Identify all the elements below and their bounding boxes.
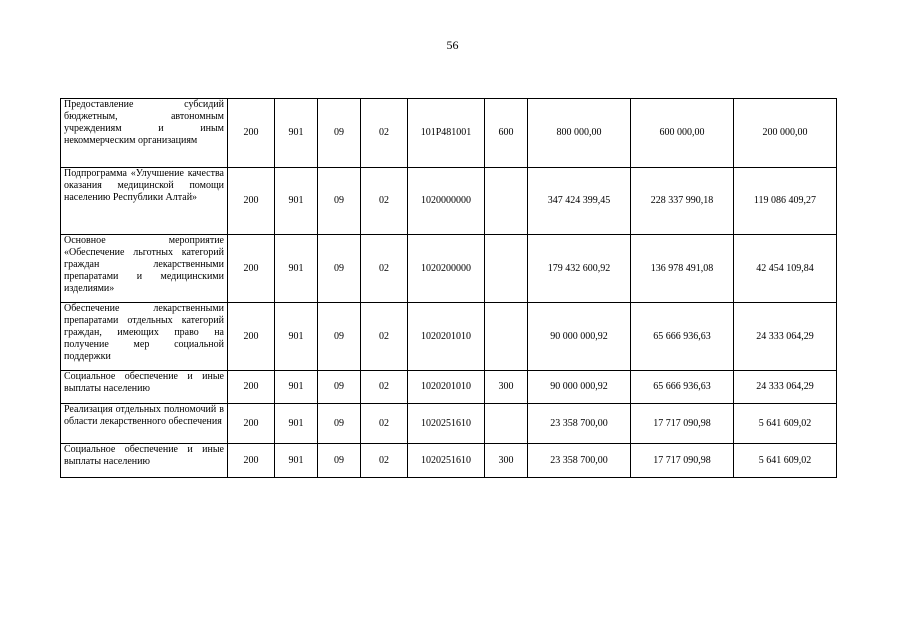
amount-total-cell: 800 000,00 — [528, 99, 631, 168]
amount-regional-cell: 42 454 109,84 — [734, 235, 837, 303]
code-cell: 901 — [275, 371, 318, 404]
ministry-cell: 200 — [228, 444, 275, 478]
target-article-cell: 1020201010 — [408, 303, 485, 371]
row-name-cell: Социальное обеспечение и иные выплаты населению — [61, 444, 228, 478]
amount-total-cell: 347 424 399,45 — [528, 168, 631, 235]
amount-regional-cell: 119 086 409,27 — [734, 168, 837, 235]
subsection-cell: 02 — [361, 168, 408, 235]
subsection-cell: 02 — [361, 444, 408, 478]
expense-type-cell: 600 — [485, 99, 528, 168]
section-cell: 09 — [318, 444, 361, 478]
amount-total-cell: 179 432 600,92 — [528, 235, 631, 303]
code-cell: 901 — [275, 404, 318, 444]
amount-regional-cell: 200 000,00 — [734, 99, 837, 168]
code-cell: 901 — [275, 99, 318, 168]
amount-total-cell: 23 358 700,00 — [528, 444, 631, 478]
target-article-cell: 1020200000 — [408, 235, 485, 303]
table-row — [61, 444, 837, 478]
ministry-cell: 200 — [228, 303, 275, 371]
amount-federal-cell: 136 978 491,08 — [631, 235, 734, 303]
row-name-cell: Предоставление субсидий бюджетным, автономным учреждениям и иным некоммерческим организациям — [61, 99, 228, 168]
amount-federal-cell: 65 666 936,63 — [631, 303, 734, 371]
section-cell: 09 — [318, 371, 361, 404]
amount-total-cell: 90 000 000,92 — [528, 303, 631, 371]
subsection-cell: 02 — [361, 99, 408, 168]
subsection-cell: 02 — [361, 303, 408, 371]
amount-federal-cell: 65 666 936,63 — [631, 371, 734, 404]
amount-regional-cell: 24 333 064,29 — [734, 371, 837, 404]
table-row — [61, 168, 837, 235]
ministry-cell: 200 — [228, 235, 275, 303]
amount-federal-cell: 228 337 990,18 — [631, 168, 734, 235]
expense-type-cell: 300 — [485, 371, 528, 404]
code-cell: 901 — [275, 303, 318, 371]
section-cell: 09 — [318, 235, 361, 303]
target-article-cell: 1020201010 — [408, 371, 485, 404]
row-name-cell: Обеспечение лекарственными препаратами отдельных категорий граждан, имеющих право на получение мер социальной поддержки — [61, 303, 228, 371]
table-row — [61, 235, 837, 303]
target-article-cell: 1020251610 — [408, 404, 485, 444]
expense-type-cell — [485, 404, 528, 444]
ministry-cell: 200 — [228, 404, 275, 444]
amount-regional-cell: 5 641 609,02 — [734, 444, 837, 478]
section-cell: 09 — [318, 404, 361, 444]
row-name-cell: Реализация отдельных полномочий в области лекарственного обеспечения — [61, 404, 228, 444]
amount-federal-cell: 17 717 090,98 — [631, 444, 734, 478]
amount-total-cell: 23 358 700,00 — [528, 404, 631, 444]
subsection-cell: 02 — [361, 371, 408, 404]
section-cell: 09 — [318, 168, 361, 235]
code-cell: 901 — [275, 235, 318, 303]
subsection-cell: 02 — [361, 235, 408, 303]
code-cell: 901 — [275, 168, 318, 235]
ministry-cell: 200 — [228, 371, 275, 404]
subsection-cell: 02 — [361, 404, 408, 444]
expense-type-cell — [485, 303, 528, 371]
ministry-cell: 200 — [228, 99, 275, 168]
table-row — [61, 404, 837, 444]
page-number: 56 — [446, 38, 459, 52]
target-article-cell: 1020000000 — [408, 168, 485, 235]
amount-regional-cell: 5 641 609,02 — [734, 404, 837, 444]
amount-total-cell: 90 000 000,92 — [528, 371, 631, 404]
row-name-cell: Социальное обеспечение и иные выплаты населению — [61, 371, 228, 404]
section-cell: 09 — [318, 99, 361, 168]
row-name-cell: Основное мероприятие «Обеспечение льготных категорий граждан лекарственными препаратами и медицинскими изделиями» — [61, 235, 228, 303]
table-row — [61, 303, 837, 371]
expense-type-cell: 300 — [485, 444, 528, 478]
expense-type-cell — [485, 168, 528, 235]
table-body — [61, 99, 837, 478]
ministry-cell: 200 — [228, 168, 275, 235]
budget-table — [60, 98, 837, 478]
row-name-cell: Подпрограмма «Улучшение качества оказания медицинской помощи населению Республики Алтай» — [61, 168, 228, 235]
table-row — [61, 99, 837, 168]
code-cell: 901 — [275, 444, 318, 478]
target-article-cell: 1020251610 — [408, 444, 485, 478]
target-article-cell: 101P481001 — [408, 99, 485, 168]
section-cell: 09 — [318, 303, 361, 371]
expense-type-cell — [485, 235, 528, 303]
amount-regional-cell: 24 333 064,29 — [734, 303, 837, 371]
amount-federal-cell: 17 717 090,98 — [631, 404, 734, 444]
table-row — [61, 371, 837, 404]
amount-federal-cell: 600 000,00 — [631, 99, 734, 168]
